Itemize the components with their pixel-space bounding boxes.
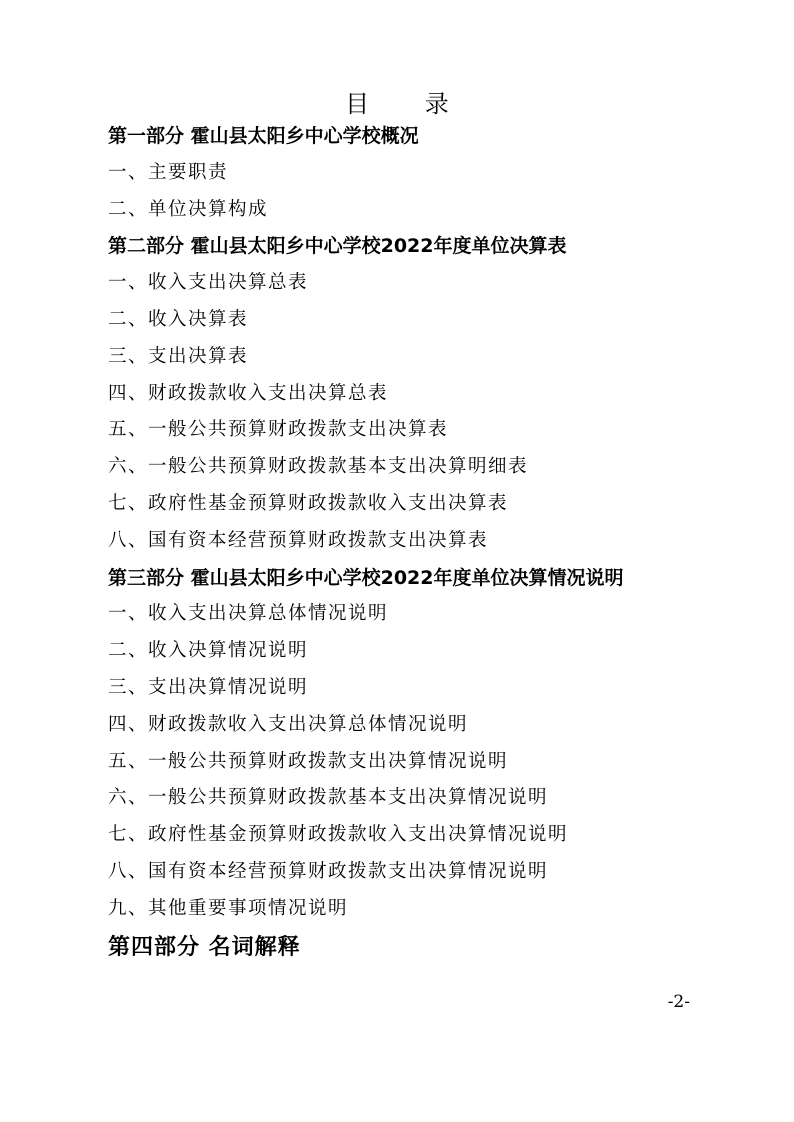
toc-item: 四、财政拨款收入支出决算总表 xyxy=(108,382,389,404)
toc-item: 一、收入支出决算总表 xyxy=(108,272,309,294)
toc-item: 三、支出决算表 xyxy=(108,345,249,367)
toc-item: 四、财政拨款收入支出决算总体情况说明 xyxy=(108,713,469,735)
toc-item: 一、主要职责 xyxy=(108,161,229,183)
toc-item: 五、一般公共预算财政拨款支出决算表 xyxy=(108,419,449,441)
toc-list xyxy=(108,118,748,968)
page-number: -2- xyxy=(667,992,690,1012)
toc-item: 二、收入决算情况说明 xyxy=(108,640,309,662)
toc-section-heading: 第一部分 霍山县太阳乡中心学校概况 xyxy=(108,125,419,147)
toc-item: 六、一般公共预算财政拨款基本支出决算明细表 xyxy=(108,456,529,478)
toc-item: 七、政府性基金预算财政拨款收入支出决算情况说明 xyxy=(108,824,569,846)
toc-item: 八、国有资本经营预算财政拨款支出决算表 xyxy=(108,529,489,551)
toc-item: 九、其他重要事项情况说明 xyxy=(108,897,349,919)
toc-item: 一、收入支出决算总体情况说明 xyxy=(108,603,389,625)
toc-item: 七、政府性基金预算财政拨款收入支出决算表 xyxy=(108,492,509,514)
toc-section-heading: 第四部分 名词解释 xyxy=(108,934,301,960)
toc-item: 三、支出决算情况说明 xyxy=(108,676,309,698)
toc-item: 五、一般公共预算财政拨款支出决算情况说明 xyxy=(108,750,509,772)
toc-item: 二、收入决算表 xyxy=(108,308,249,330)
toc-item: 二、单位决算构成 xyxy=(108,198,269,220)
toc-title: 目 录 xyxy=(345,90,473,118)
toc-item: 六、一般公共预算财政拨款基本支出决算情况说明 xyxy=(108,787,549,809)
toc-section-heading: 第二部分 霍山县太阳乡中心学校2022年度单位决算表 xyxy=(108,235,567,258)
toc-section-heading: 第三部分 霍山县太阳乡中心学校2022年度单位决算情况说明 xyxy=(108,566,624,589)
toc-item: 八、国有资本经营预算财政拨款支出决算情况说明 xyxy=(108,860,549,882)
